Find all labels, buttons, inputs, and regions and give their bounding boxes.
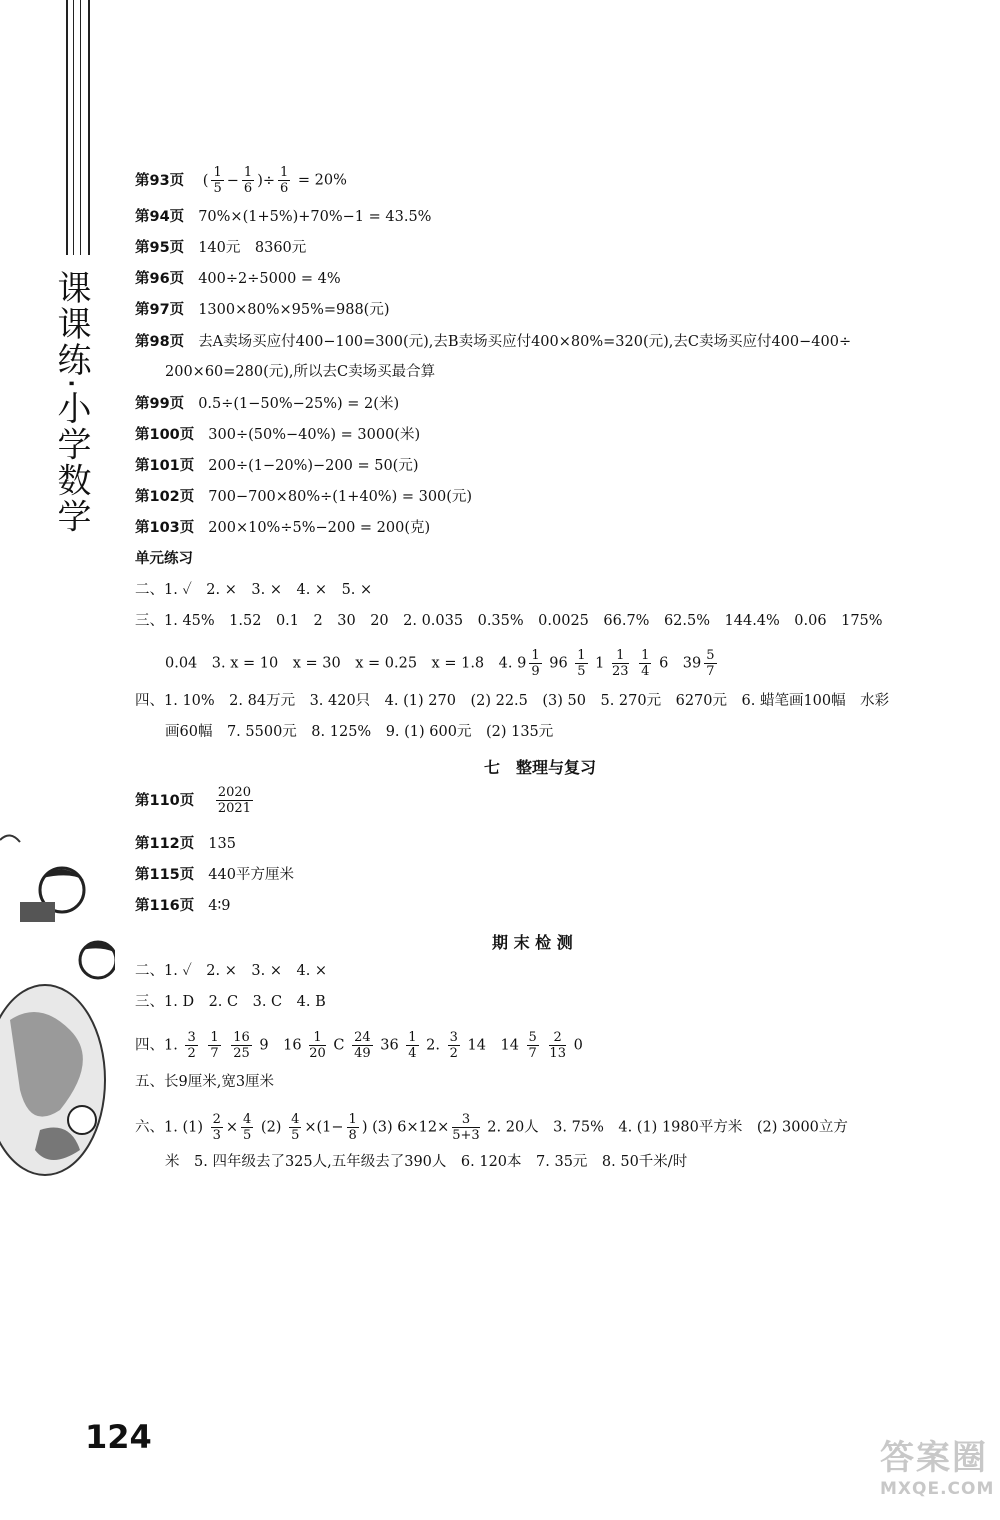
answer-p103 [135,518,430,538]
spine-line-4 [88,0,90,255]
text: 0.04 3. x = 10 x = 30 x = 0.25 x = 1.8 4. 9 [165,655,527,672]
answer-p102 [135,487,472,507]
text: 14 14 [467,1037,519,1054]
page-label: 第115页 [135,867,195,883]
answer-p110 [135,785,256,816]
text: 36 [380,1037,399,1054]
answer-text: = 20% [297,172,347,189]
answer-text: 0.5÷(1−50%−25%) = 2(米) [198,396,400,412]
watermark-logo [880,1430,995,1505]
page-label: 第103页 [135,520,195,536]
page-label: 第98页 [135,334,185,350]
answer-p93 [135,165,347,196]
page-label: 第94页 [135,209,185,225]
page-label: 第102页 [135,489,195,505]
text: 96 [549,655,568,672]
text: 6 39 [659,655,702,672]
answer-text: 4∶9 [208,898,231,914]
answer-p99 [135,394,399,414]
spine-line-3 [80,0,81,255]
page-label: 第100页 [135,427,195,443]
page-label: 第99页 [135,396,185,412]
answer-text: 440平方厘米 [208,867,294,883]
page-label: 第97页 [135,302,185,318]
final-san: 三、1. D 2. C 3. C 4. B [135,994,326,1010]
unit-si-2: 画60幅 7. 5500元 8. 125% 9. (1) 600元 (2) 135元 [165,724,554,740]
answer-text: 700−700×80%÷(1+40%) = 300(元) [208,489,473,505]
watermark-bottom: MXQE.COM [880,1479,995,1499]
page-label: 第93页 [135,172,185,189]
spine-title: 课课练·小学数学 [51,270,91,535]
answer-text: 1300×80%×95%=988(元) [198,302,390,318]
unit-san-2: 0.04 3. x = 10 x = 30 x = 0.25 x = 1.8 4. 9 $\frac{1}{9}$ 96 $\frac{1}{5}$ 1 $\frac{1}{23}$ $\frac{1}{4}$ 6 39 $\frac{5}{7}$ [165,648,715,679]
answer-p101 [135,456,418,476]
formula: ( $\frac{1}{5}$ − $\frac{1}{6}$ )÷ $\frac{1}{6}$ [202,165,289,196]
page-label: 第96页 [135,271,185,287]
answer-text: 70%×(1+5%)+70%−1 = 43.5% [198,209,432,225]
text: 2. [426,1037,441,1054]
answer-p95 [135,238,306,258]
fraction: $\frac{2020}{2021}$ [217,785,251,816]
final-title: 期 末 检 测 [492,933,573,952]
text: 2. 20人 3. 75% 4. (1) 1980平方米 (2) 3000立方 [487,1119,848,1136]
page-label: 第112页 [135,836,195,852]
spine-line-2 [73,0,74,255]
answer-text: 200÷(1−20%)−200 = 50(元) [208,458,419,474]
answer-text: 去A卖场买应付400−100=300(元),去B卖场买应付400×80%=320(元),去C卖场买应付400−400÷ [198,334,852,350]
unit-san-1: 三、1. 45% 1.52 0.1 2 30 20 2. 0.035 0.35% 0.0025 66.7% 62.5% 144.4% 0.06 175% [135,613,883,629]
final-liu-1: 六、1. (1) $\frac{2}{3}$ × $\frac{4}{5}$ (2) $\frac{4}{5}$ ×(1− $\frac{1}{8}$ ) (3) 6×12× $\frac{3}{5+3}$ 2. 20人 3. 75% 4. (1) 1980平方米 (2) 3000立方 [135,1112,848,1143]
final-wu: 五、长9厘米,宽3厘米 [135,1074,275,1090]
answer-p116 [135,896,231,916]
watermark-top: 答案圈 [880,1438,988,1478]
answer-p115 [135,865,294,885]
unit-si-1: 四、1. 10% 2. 84万元 3. 420只 4. (1) 270 (2) 22.5 (3) 50 5. 270元 6270元 6. 蜡笔画100幅 水彩 [135,693,890,709]
globe-illustration [0,830,115,1180]
text: (3) 6×12× [372,1119,450,1136]
answer-text: 300÷(50%−40%) = 3000(米) [208,427,421,443]
text: 0 [573,1037,583,1054]
answer-p98-cont: 200×60=280(元),所以去C卖场买最合算 [165,364,436,380]
unit-title: 单元练习 [135,551,193,567]
page-label: 第101页 [135,458,195,474]
answer-text: 200×10%÷5%−200 = 200(克) [208,520,431,536]
page-label: 第95页 [135,240,185,256]
page-label: 第116页 [135,898,195,914]
answer-p94 [135,207,431,227]
answer-p98 [135,332,851,352]
text: 六、1. (1) [135,1119,203,1136]
text: (2) [260,1119,282,1136]
answer-p100 [135,425,420,445]
spine-line-1 [66,0,68,255]
text: C [333,1037,345,1054]
answer-p97 [135,300,389,320]
text: 四、1. [135,1037,178,1054]
answer-p112 [135,834,236,854]
final-er: 二、1. ✓ 2. × 3. × 4. × [135,963,328,979]
page-number: 124 [85,1418,152,1456]
unit-er: 二、1. ✓ 2. × 3. × 4. × 5. × [135,582,373,598]
answer-text: 135 [208,836,236,852]
final-liu-2: 米 5. 四年级去了325人,五年级去了390人 6. 120本 7. 35元 8. 50千米/时 [165,1154,688,1170]
answer-text: 140元 8360元 [198,240,307,256]
review-title: 七 整理与复习 [484,758,597,777]
text: 1 [595,655,605,672]
answer-p96 [135,269,341,289]
final-si: 四、1. $\frac{3}{2}$ $\frac{1}{7}$ $\frac{16}{25}$ 9 16 $\frac{1}{20}$ C $\frac{24}{49}$ 36 $\frac{1}{4}$ 2. $\frac{3}{2}$ 14 14 $\frac{5}{7}$ $\frac{2}{13}$ 0 [135,1030,583,1061]
page-label: 第110页 [135,792,195,809]
answer-text: 400÷2÷5000 = 4% [198,271,341,287]
text: 9 16 [259,1037,302,1054]
